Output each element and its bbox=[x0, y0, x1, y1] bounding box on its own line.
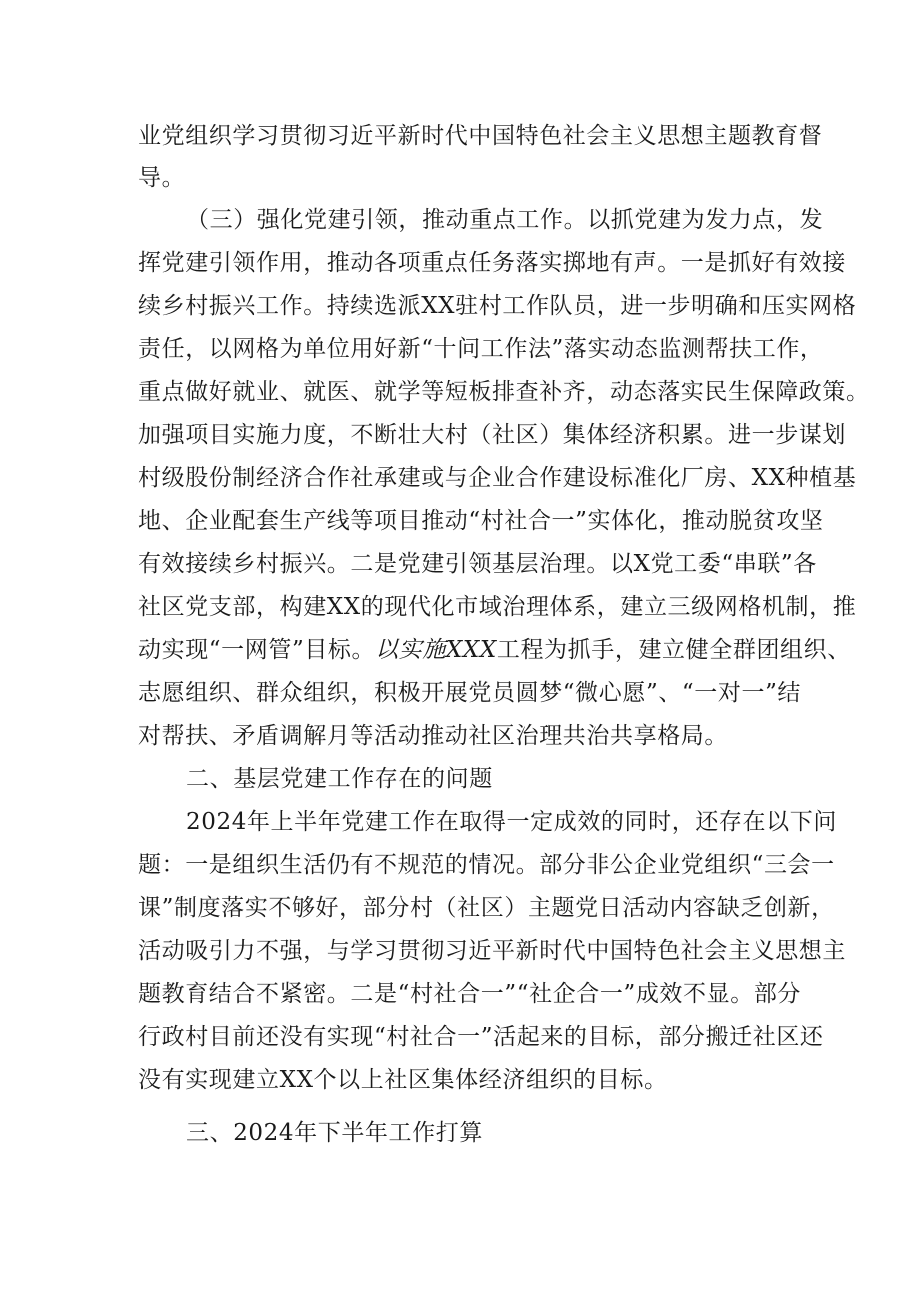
text-segment: 动实现“一网管”目标。 bbox=[138, 637, 376, 663]
text-line: 村级股份制经济合作社承建或与企业合作建设标准化厂房、XX种植基 bbox=[138, 465, 857, 491]
text-line: 2024年上半年党建工作在取得一定成效的同时，还存在以下问 bbox=[186, 809, 837, 835]
section-heading-2: 二、基层党建工作存在的问题 bbox=[186, 766, 493, 792]
text-line: 重点做好就业、就医、就学等短板排查补齐，动态落实民生保障政策。 bbox=[138, 379, 870, 405]
text-line: 志愿组织、群众组织，积极开展党员圆梦“微心愿”、“一对一”结 bbox=[138, 680, 802, 706]
text-line: 地、企业配套生产线等项目推动“村社合一”实体化，推动脱贫攻坚 bbox=[138, 508, 824, 534]
text-line: 挥党建引领作用，推动各项重点任务落实掷地有声。一是抓好有效接 bbox=[138, 250, 846, 276]
italic-text-segment: 以实施XXX bbox=[375, 637, 497, 663]
text-line bbox=[138, 635, 851, 665]
text-line: 续乡村振兴工作。持续选派XX驻村工作队员，进一步明确和压实网格 bbox=[138, 293, 857, 319]
text-segment: 工程为抓手，建立健全群团组织、 bbox=[496, 637, 851, 663]
text-line: 行政村目前还没有实现“村社合一”活起来的目标，部分搬迁社区还 bbox=[138, 1024, 824, 1050]
text-line: 导。 bbox=[138, 165, 186, 191]
text-line: 业党组织学习贯彻习近平新时代中国特色社会主义思想主题教育督 bbox=[138, 123, 823, 149]
text-line: 活动吸引力不强，与学习贯彻习近平新时代中国特色社会主义思想主 bbox=[138, 938, 846, 964]
text-line: 加强项目实施力度，不断壮大村（社区）集体经济积累。进一步谋划 bbox=[138, 422, 846, 448]
text-line: 课”制度落实不够好，部分村（社区）主题党日活动内容缺乏创新， bbox=[138, 895, 835, 921]
section-heading-3: 三、2024年下半年工作打算 bbox=[186, 1120, 483, 1146]
text-line: 题：一是组织生活仍有不规范的情况。部分非公企业党组织“三会一 bbox=[138, 852, 835, 878]
section-heading-3: （三）强化党建引领，推动重点工作。以抓党建为发力点，发 bbox=[186, 207, 824, 233]
text-line: 题教育结合不紧密。二是“村社合一”“社企合一”成效不显。部分 bbox=[138, 981, 802, 1007]
text-line: 没有实现建立XX个以上社区集体经济组织的目标。 bbox=[138, 1067, 668, 1093]
text-line: 责任，以网格为单位用好新“十问工作法”落实动态监测帮扶工作， bbox=[138, 336, 824, 362]
text-line: 有效接续乡村振兴。二是党建引领基层治理。以X党工委“串联”各 bbox=[138, 551, 817, 577]
text-line: 社区党支部，构建XX的现代化市域治理体系，建立三级网格机制，推 bbox=[138, 594, 857, 620]
text-line: 对帮扶、矛盾调解月等活动推动社区治理共治共享格局。 bbox=[138, 723, 728, 749]
